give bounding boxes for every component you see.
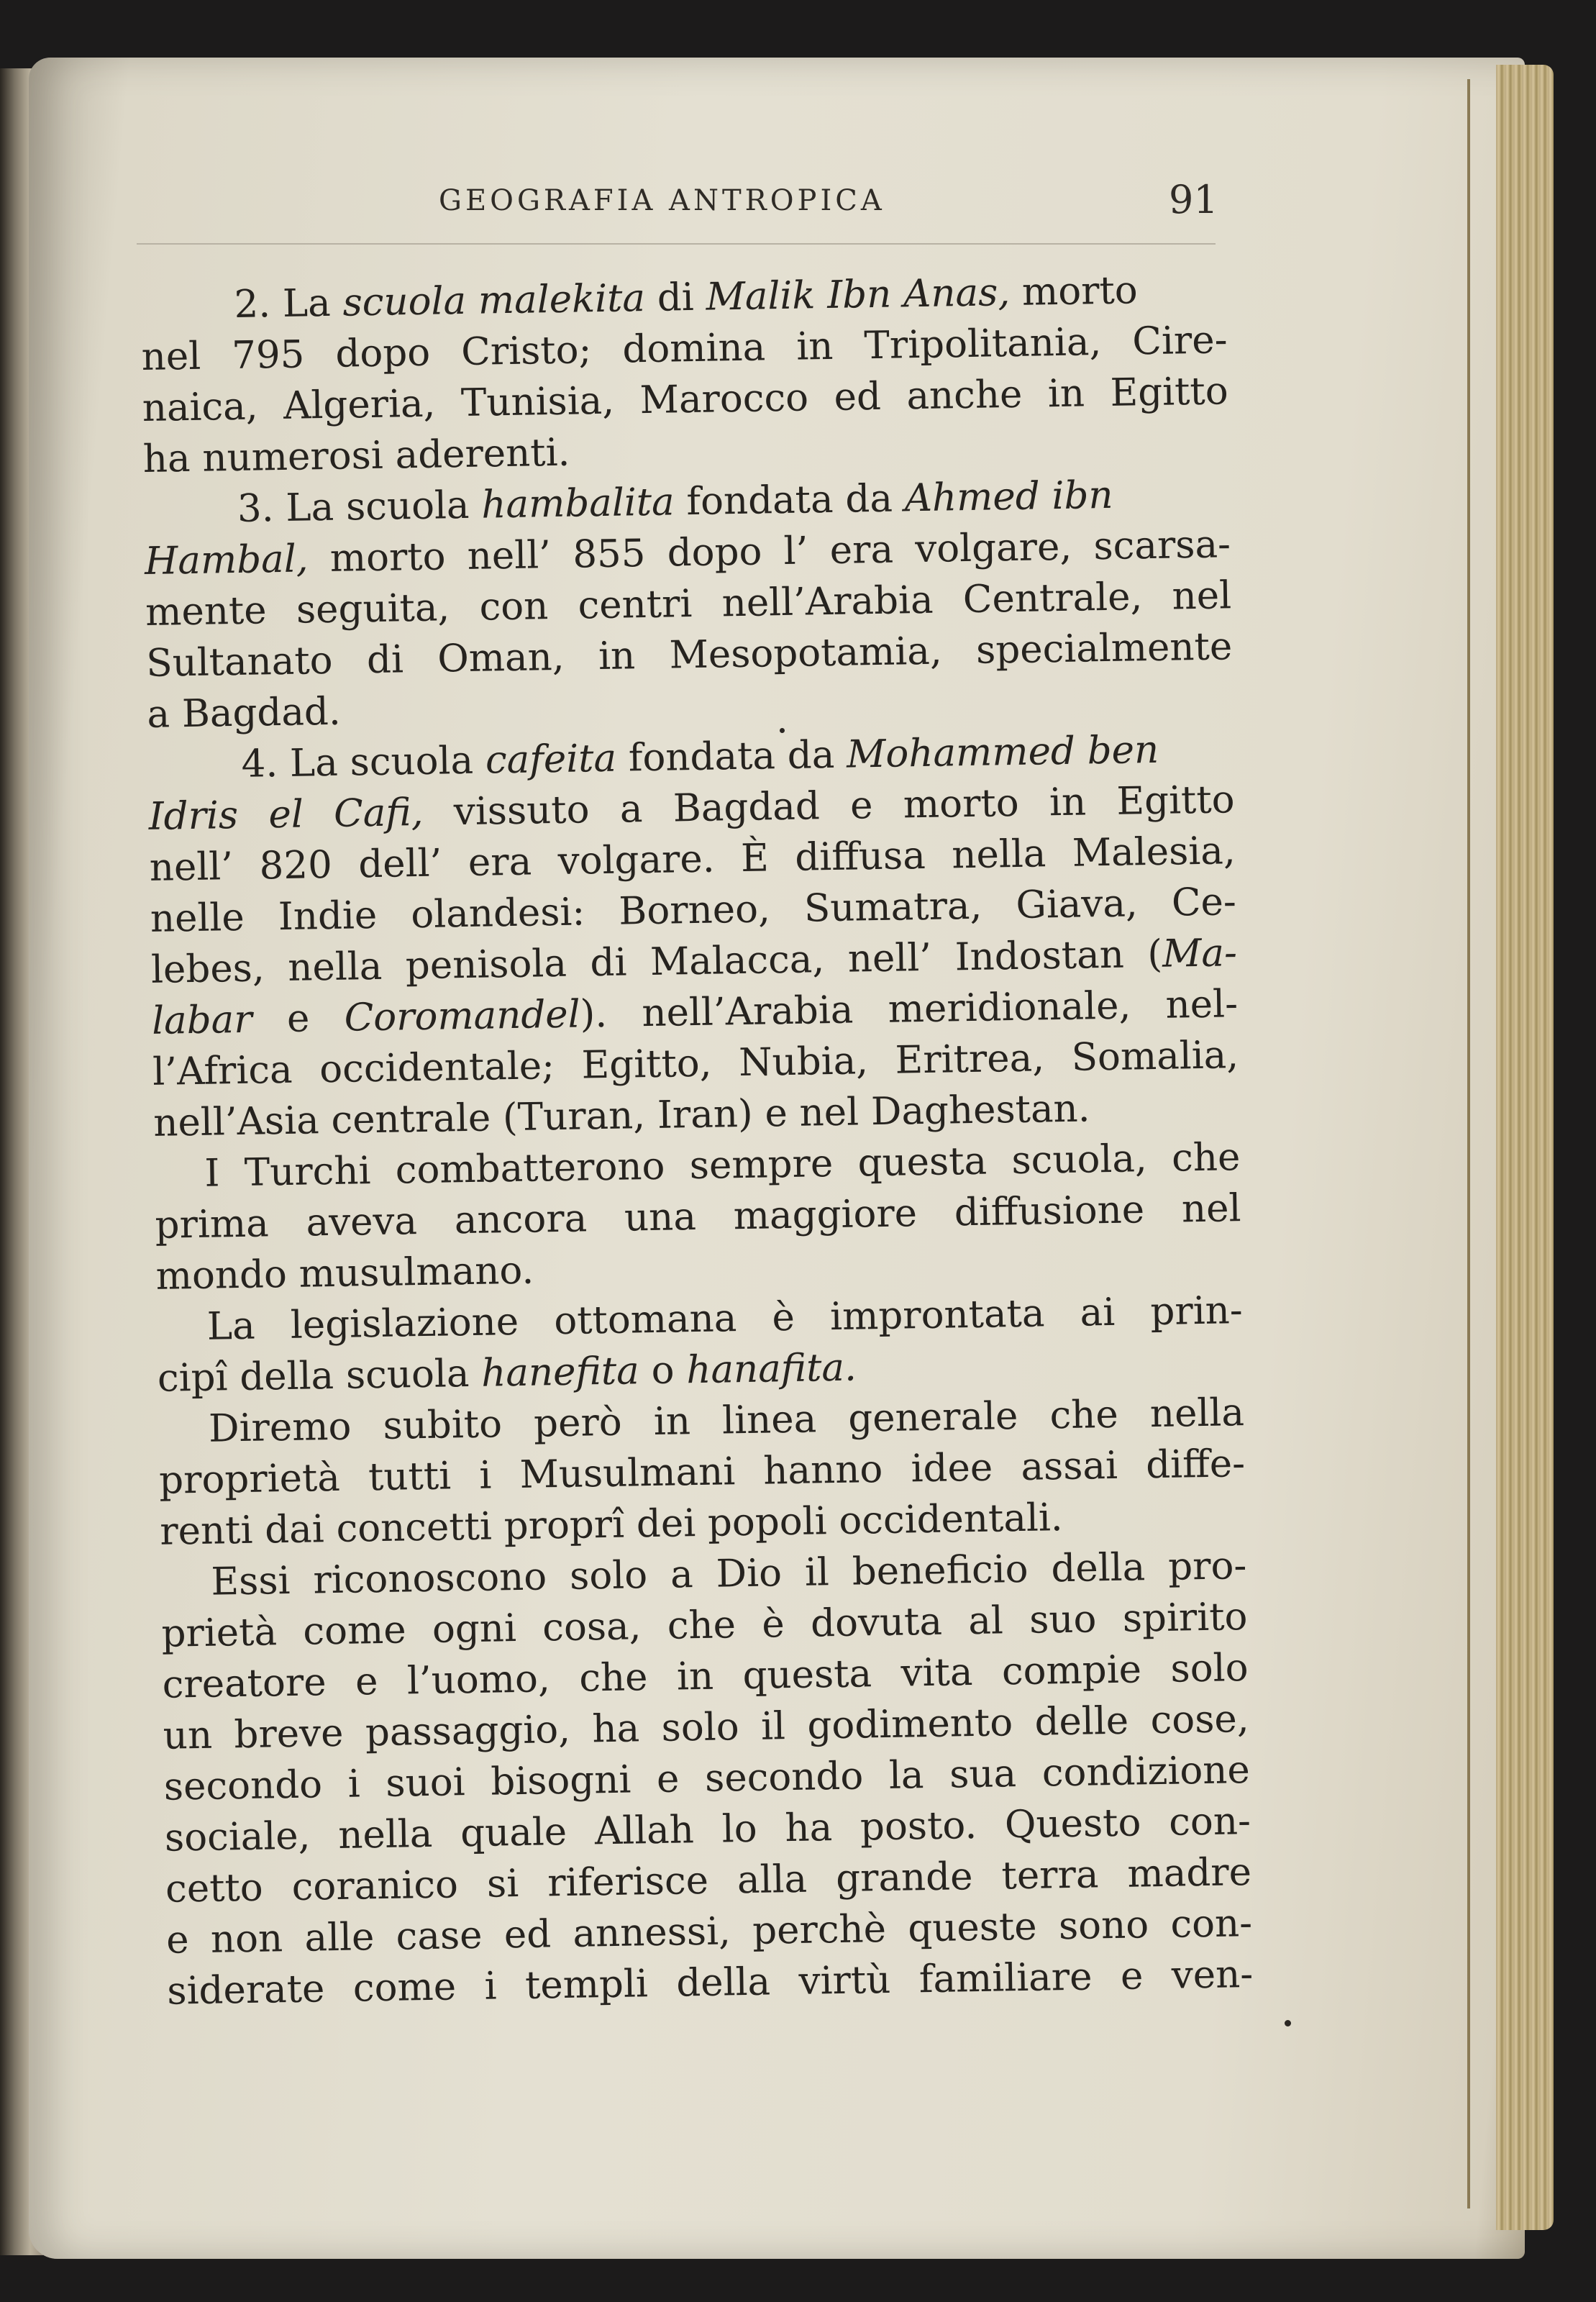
text-segment: nell’ 820 dell’ era volgare. È diffusa nella Malesia, bbox=[149, 829, 1236, 890]
text-segment: nel 795 dopo Cristo; domina in Tripolitania, Cire- bbox=[141, 318, 1228, 379]
text-segment: o bbox=[639, 1348, 687, 1393]
text-segment: 2. La bbox=[234, 281, 344, 327]
text-segment: Diremo subito però in linea generale che nella bbox=[208, 1391, 1245, 1451]
text-segment: prima aveva ancora una maggiore diffusione nel bbox=[155, 1186, 1241, 1247]
page-edge-line bbox=[1467, 79, 1470, 2208]
text-segment: mente seguita, con centri nell’Arabia Centrale, nel bbox=[145, 573, 1232, 634]
italic-text: labar bbox=[151, 997, 253, 1043]
italic-text: Idris el Cafi, bbox=[148, 790, 424, 839]
text-segment: 3. La scuola bbox=[237, 483, 482, 531]
text-segment: naica, Algeria, Tunisia, Marocco ed anche in Egitto bbox=[142, 369, 1229, 430]
italic-text: hanefita bbox=[480, 1349, 640, 1396]
italic-text: Ahmed ibn bbox=[904, 473, 1114, 521]
text-segment: prietà come ogni cosa, che è dovuta al suo spirito bbox=[161, 1595, 1248, 1656]
page-header bbox=[144, 177, 1223, 230]
text-segment: secondo i suoi bisogni e secondo la sua condizione bbox=[163, 1748, 1251, 1809]
text-segment: e non alle case ed annessi, perchè queste sono con- bbox=[165, 1901, 1253, 1962]
text-segment: un breve passaggio, ha solo il godimento delle cose, bbox=[163, 1697, 1250, 1758]
ink-speck bbox=[780, 728, 785, 733]
text-segment: vissuto a Bagdad e morto in Egitto bbox=[422, 778, 1235, 834]
text-segment: I Turchi combatterono sempre questa scuola, che bbox=[204, 1135, 1241, 1196]
text-segment: ha numerosi aderenti. bbox=[142, 430, 570, 481]
italic-text: Ma- bbox=[1162, 931, 1238, 976]
text-segment: nelle Indie olandesi: Borneo, Sumatra, Giava, Ce- bbox=[150, 880, 1237, 941]
text-segment: morto bbox=[1009, 268, 1139, 315]
text-segment: cetto coranico si riferisce alla grande terra madre bbox=[165, 1850, 1252, 1911]
italic-text: hambalita bbox=[480, 480, 675, 527]
text-segment: mondo musulmano. bbox=[155, 1248, 534, 1298]
text-segment: 4. La scuola bbox=[241, 738, 486, 786]
text-segment: e bbox=[252, 996, 345, 1042]
header-rule bbox=[137, 243, 1216, 245]
text-segment: sociale, nella quale Allah lo ha posto. Questo con- bbox=[164, 1799, 1251, 1860]
page-number: 91 bbox=[1169, 177, 1218, 222]
body-text bbox=[140, 263, 1254, 2016]
text-segment: cipî della scuola bbox=[157, 1351, 482, 1401]
text-segment: ). nell’Arabia meridionale, nel- bbox=[580, 982, 1239, 1037]
running-head: GEOGRAFIA ANTROPICA bbox=[439, 184, 885, 217]
text-segment: morto nell’ 855 dopo l’ era volgare, scarsa- bbox=[308, 522, 1231, 581]
italic-text: Malik Ibn Anas, bbox=[706, 270, 1011, 319]
text-segment: Essi riconoscono solo a Dio il beneficio della pro- bbox=[210, 1544, 1247, 1604]
page-edges bbox=[1496, 65, 1554, 2230]
text-segment: La legislazione ottomana è improntata ai prin- bbox=[206, 1288, 1244, 1349]
text-segment: a Bagdad. bbox=[147, 689, 342, 737]
italic-text: cafeita bbox=[485, 736, 617, 783]
text-segment: l’Africa occidentale; Egitto, Nubia, Eritrea, Somalia, bbox=[152, 1033, 1239, 1094]
text-segment: nell’Asia centrale (Turan, Iran) e nel Daghestan. bbox=[152, 1086, 1090, 1145]
ink-speck bbox=[1285, 2020, 1291, 2026]
text-segment: lebes, nella penisola di Malacca, nell’ Indostan ( bbox=[150, 932, 1163, 992]
text-segment: Sultanato di Oman, in Mesopotamia, specialmente bbox=[145, 624, 1233, 686]
text-segment: fondata da bbox=[674, 476, 906, 524]
text-segment: siderate come i templi della virtù familiare e ven- bbox=[166, 1952, 1254, 2014]
italic-text: Mohammed ben bbox=[846, 727, 1159, 777]
italic-text: hanafita. bbox=[685, 1345, 857, 1393]
text-segment: renti dai concetti proprî dei popoli occidentali. bbox=[159, 1496, 1064, 1554]
text-segment: di bbox=[644, 275, 707, 320]
italic-text: scuola malekita bbox=[342, 276, 646, 325]
text-segment: fondata da bbox=[616, 732, 847, 781]
italic-text: Coromandel bbox=[344, 992, 581, 1040]
italic-text: Hambal, bbox=[144, 537, 309, 583]
text-segment: creatore e l’uomo, che in questa vita compie solo bbox=[162, 1646, 1249, 1707]
text-segment: proprietà tutti i Musulmani hanno idee assai diffe- bbox=[158, 1442, 1246, 1503]
